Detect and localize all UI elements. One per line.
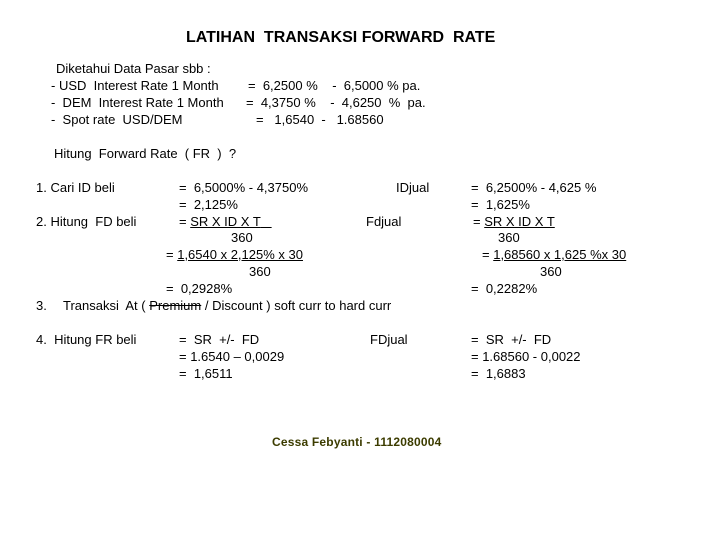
step3-text-pre: Transaksi At ( xyxy=(63,298,150,313)
fd-jual-eq: = xyxy=(473,214,485,229)
step1-id-jual-formula: = 6,2500% - 4,625 % xyxy=(471,180,597,195)
fr-jual-calc: = 1.68560 - 0,0022 xyxy=(471,349,581,364)
market-row-dem-label: - DEM Interest Rate 1 Month xyxy=(51,95,224,110)
author-credit: Cessa Febyanti - 1112080004 xyxy=(272,435,442,449)
step2-label: 2. Hitung FD beli xyxy=(36,214,137,229)
fd-jual-calc-denominator: 360 xyxy=(540,264,562,279)
page-title: LATIHAN TRANSAKSI FORWARD RATE xyxy=(186,29,496,46)
fdjual4-label: FDjual xyxy=(370,332,408,347)
market-row-dem-value: = 4,3750 % - 4,6250 % pa. xyxy=(246,95,426,110)
fd-jual-result: = 0,2282% xyxy=(471,281,538,296)
market-row-usd-value: = 6,2500 % - 6,5000 % pa. xyxy=(248,78,421,93)
fr-jual-formula: = SR +/- FD xyxy=(471,332,552,347)
fd-jual-calc xyxy=(482,246,626,263)
fd-beli-calc-numerator: 1,6540 x 2,125% x 30 xyxy=(177,247,303,262)
fd-jual-calc-eq: = xyxy=(482,247,494,262)
fd-beli-numerator: SR X ID X T xyxy=(190,214,261,229)
step1-id-beli-formula: = 6,5000% - 4,3750% xyxy=(179,180,309,195)
fr-beli-formula: = SR +/- FD xyxy=(179,332,260,347)
step3-number: 3. xyxy=(36,298,47,313)
fd-jual-numerator: SR X ID X T xyxy=(484,214,555,229)
fr-beli-result: = 1,6511 xyxy=(179,366,233,381)
fr-jual-result: = 1,6883 xyxy=(471,366,526,381)
step1-label: 1. Cari ID beli xyxy=(36,180,115,195)
market-row-usd-label: - USD Interest Rate 1 Month xyxy=(51,78,219,93)
fd-jual-denominator: 360 xyxy=(498,230,520,245)
step1-id-beli-result: = 2,125% xyxy=(179,197,238,212)
fd-beli-formula xyxy=(179,213,272,230)
fd-jual-calc-numerator: 1,68560 x 1,625 %x 30 xyxy=(493,247,627,262)
step1-id-jual-result: = 1,625% xyxy=(471,197,530,212)
question-text: Hitung Forward Rate ( FR ) ? xyxy=(54,146,237,161)
step3-text-post: / Discount ) soft curr to hard curr xyxy=(201,298,392,313)
market-row-spot-label: - Spot rate USD/DEM xyxy=(51,112,183,127)
step3-premium-strike: Premium xyxy=(149,298,202,313)
step4-label: 4. Hitung FR beli xyxy=(36,332,137,347)
fd-jual-formula xyxy=(473,213,555,230)
fd-beli-underline-pad xyxy=(261,213,272,230)
step3-text xyxy=(63,297,391,314)
fd-beli-calc-eq: = xyxy=(166,247,178,262)
fd-beli-calc xyxy=(166,246,303,263)
fr-beli-calc: = 1.6540 – 0,0029 xyxy=(179,349,285,364)
fd-beli-calc-denominator: 360 xyxy=(249,264,271,279)
fdjual-label: Fdjual xyxy=(366,214,402,229)
fd-beli-denominator: 360 xyxy=(231,230,253,245)
market-row-spot-value: = 1,6540 - 1.68560 xyxy=(256,112,384,127)
fd-beli-result: = 0,2928% xyxy=(166,281,233,296)
idjual-label: IDjual xyxy=(396,180,430,195)
fd-beli-eq: = xyxy=(179,214,191,229)
market-data-heading: Diketahui Data Pasar sbb : xyxy=(56,61,211,76)
